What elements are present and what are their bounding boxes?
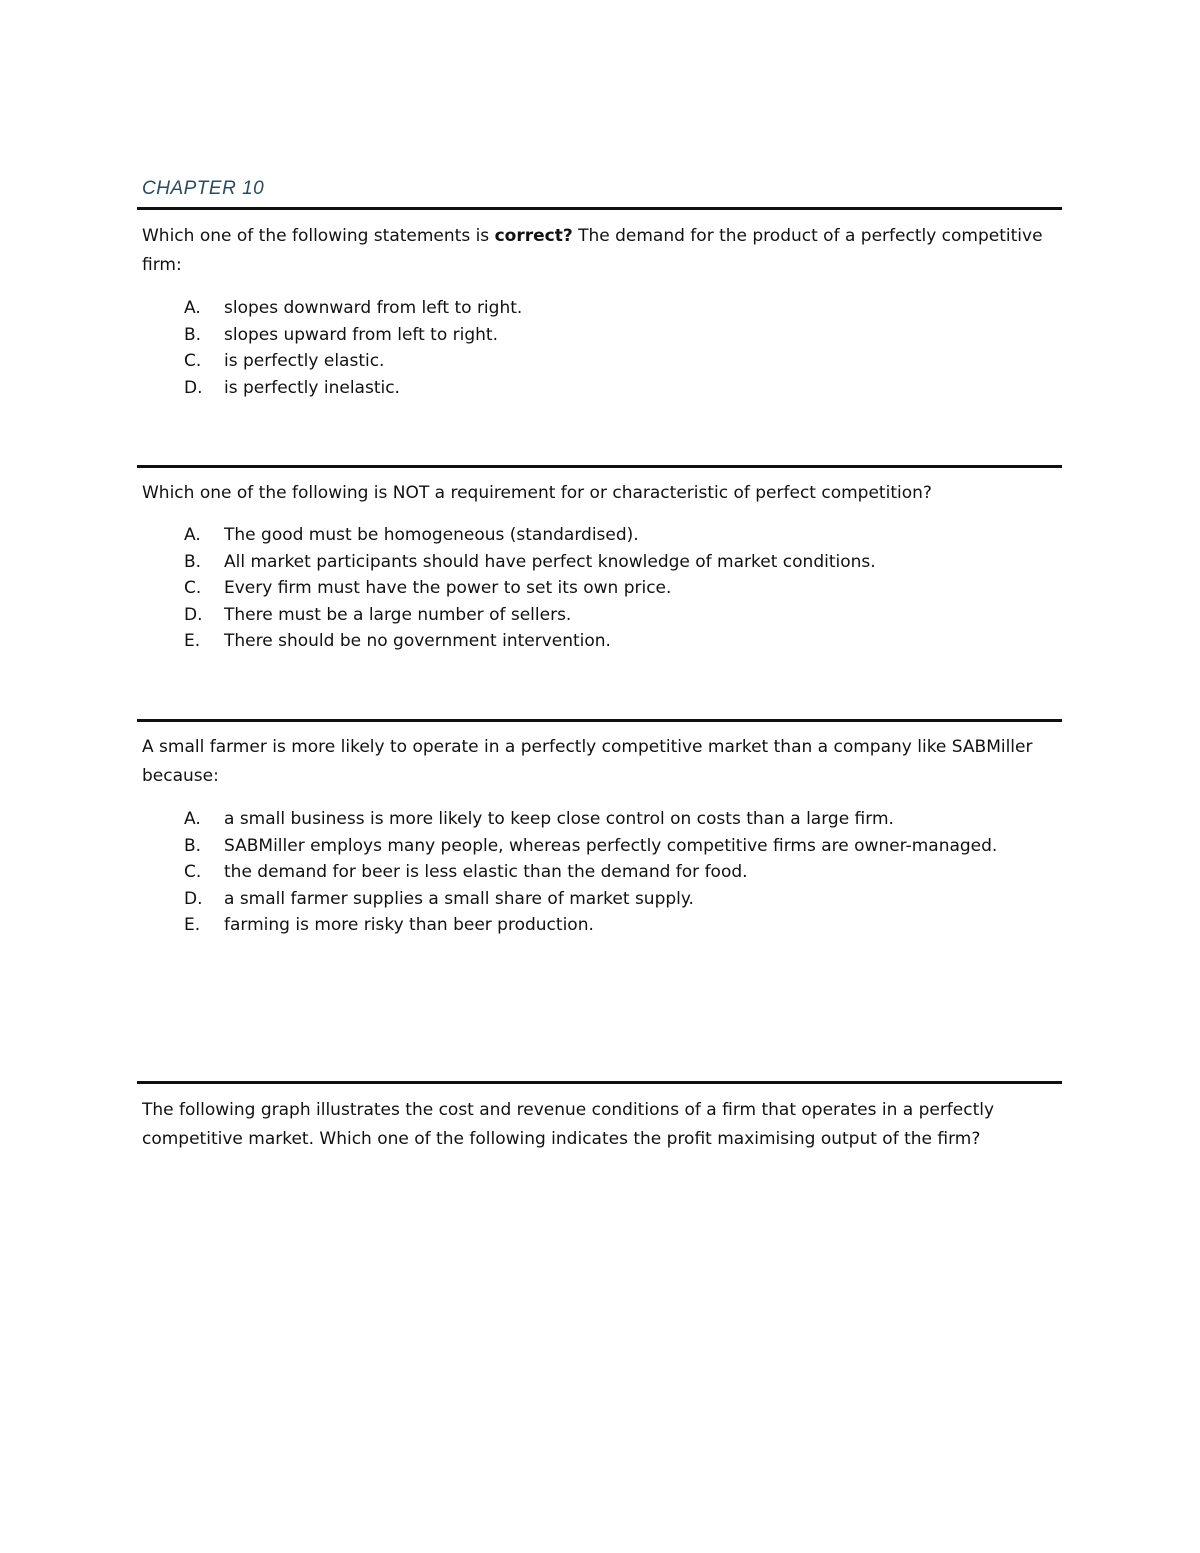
option-text: SABMiller employs many people, whereas perfectly competitive firms are owner-managed. xyxy=(224,835,998,856)
option-letter: C. xyxy=(184,351,202,371)
option-text: farming is more risky than beer production. xyxy=(224,915,594,935)
option-letter: C. xyxy=(184,862,202,882)
option-letter: A. xyxy=(184,525,201,545)
option-letter: B. xyxy=(184,324,202,345)
option-text: slopes downward from left to right. xyxy=(224,298,523,318)
option-item xyxy=(184,628,1064,655)
option-text: There should be no government intervention. xyxy=(224,631,611,651)
question-2-options xyxy=(184,522,1064,655)
option-letter: A. xyxy=(184,809,201,829)
option-letter: E. xyxy=(184,631,201,651)
question-3-options xyxy=(184,806,1064,939)
option-text: the demand for beer is less elastic than the demand for food. xyxy=(224,862,748,882)
question-3-stem: A small farmer is more likely to operate in a perfectly competitive market than a company like SABMiller because: xyxy=(142,737,1033,786)
option-item xyxy=(184,806,1064,833)
option-letter: D. xyxy=(184,377,203,398)
option-letter: A. xyxy=(184,298,201,318)
option-text: There must be a large number of sellers. xyxy=(224,604,572,625)
option-text: Every firm must have the power to set its own price. xyxy=(224,578,672,598)
option-item xyxy=(184,859,1064,886)
option-item xyxy=(184,602,1064,629)
option-item xyxy=(184,375,1064,402)
option-text: a small business is more likely to keep close control on costs than a large firm. xyxy=(224,809,894,829)
section-divider xyxy=(137,465,1062,468)
question-2-stem: Which one of the following is NOT a requirement for or characteristic of perfect competition? xyxy=(142,483,932,503)
option-text: a small farmer supplies a small share of market supply. xyxy=(224,888,694,909)
option-letter: C. xyxy=(184,578,202,598)
question-1-options xyxy=(184,295,1064,401)
question-4-stem: The following graph illustrates the cost and revenue conditions of a firm that operates in a perfectly competitive market. Which one of the following indicates the profit maximising output of the firm? xyxy=(142,1100,995,1149)
option-letter: B. xyxy=(184,551,202,572)
section-divider xyxy=(137,207,1062,210)
option-letter: D. xyxy=(184,604,203,625)
section-divider xyxy=(137,1081,1062,1084)
chapter-title: CHAPTER 10 xyxy=(142,178,265,199)
option-letter: B. xyxy=(184,835,202,856)
option-letter: E. xyxy=(184,915,201,935)
question-1-stem-text-rest: The demand for the product of a perfectly competitive firm: xyxy=(142,226,1043,275)
option-text: is perfectly elastic. xyxy=(224,351,385,371)
option-item xyxy=(184,575,1064,602)
option-item xyxy=(184,522,1064,549)
option-text: slopes upward from left to right. xyxy=(224,324,498,345)
section-divider xyxy=(137,719,1062,722)
option-item xyxy=(184,295,1064,322)
option-text: All market participants should have perfect knowledge of market conditions. xyxy=(224,551,876,572)
question-1-stem-emphasis: correct? xyxy=(494,226,573,246)
option-letter: D. xyxy=(184,888,203,909)
option-item xyxy=(184,322,1064,349)
option-item xyxy=(184,912,1064,939)
option-text: The good must be homogeneous (standardised). xyxy=(224,525,639,545)
option-text: is perfectly inelastic. xyxy=(224,377,400,398)
option-item xyxy=(184,549,1064,576)
question-1-stem xyxy=(142,222,1067,280)
option-item xyxy=(184,833,1064,860)
question-1-stem-text: Which one of the following statements is xyxy=(142,226,495,246)
option-item xyxy=(184,348,1064,375)
option-item xyxy=(184,886,1064,913)
